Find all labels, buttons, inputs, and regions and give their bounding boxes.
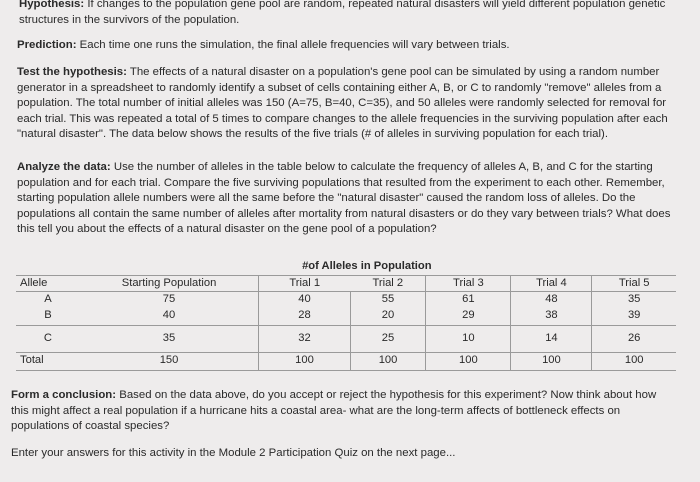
cell-total-trial-4: 100	[511, 352, 592, 370]
cell-trial-1: 32	[259, 325, 351, 352]
cell-start: 35	[80, 325, 259, 352]
cell-trial-3: 10	[426, 325, 511, 352]
hypothesis-text: If changes to the population gene pool are random, repeated natural disasters will yield different population genetic structures in the survivors of the population.	[19, 0, 666, 26]
table-header-trial-4: Trial 4	[511, 275, 592, 292]
table-row	[16, 308, 676, 326]
cell-trial-3: 29	[426, 308, 511, 326]
table-row	[16, 325, 676, 352]
table-header-row	[16, 275, 676, 292]
cell-allele: A	[16, 292, 80, 308]
table-row	[16, 292, 676, 308]
cell-trial-1: 28	[259, 308, 351, 326]
cell-total-trial-1: 100	[259, 352, 351, 370]
cell-trial-5: 39	[592, 308, 676, 326]
cell-total-start: 150	[80, 352, 259, 370]
cell-total-trial-2: 100	[350, 352, 426, 370]
table-header-trial-2: Trial 2	[372, 276, 404, 289]
cell-allele: C	[16, 325, 80, 352]
table-header-allele: Allele	[20, 276, 48, 289]
cell-trial-3: 61	[426, 292, 511, 308]
cell-trial-2: 25	[350, 325, 426, 352]
cell-total-label: Total	[16, 352, 80, 370]
hypothesis-label: Hypothesis:	[19, 0, 85, 10]
analyze-text: Use the number of alleles in the table below to calculate the frequency of alleles A, B, and C for the starting population and for each trial. Compare the five surviving populations that resulted from the experiment to each other. Remember, starting population allele numbers were all the same before the "natural disaster" caused the random loss of alleles. Do the populations all contain the same number of alleles after mortality from natural disasters or do they vary between trials? What does this tell you about the effects of a natural disaster on the gene pool of a population?	[17, 161, 671, 236]
conclusion-text: Based on the data above, do you accept or reject the hypothesis for this experiment? Now think about how this might affect a real population if a hurricane hits a coastal area- what are the long-term affects of bottleneck effects on populations of coastal species?	[11, 389, 657, 433]
prediction-paragraph	[17, 38, 677, 54]
cell-trial-4: 48	[511, 292, 592, 308]
analyze-paragraph	[17, 160, 677, 238]
table-group-header: #of Alleles in Population	[259, 259, 511, 275]
cell-total-trial-3: 100	[426, 352, 511, 370]
test-hypothesis-label: Test the hypothesis:	[17, 66, 127, 78]
cell-trial-4: 14	[511, 325, 592, 352]
table-group-header-row	[16, 259, 676, 275]
cell-total-trial-5: 100	[592, 352, 676, 370]
table-header-trial-5: Trial 5	[592, 275, 676, 292]
table-header-trial-1: Trial 1	[259, 275, 351, 292]
cell-trial-5: 35	[592, 292, 676, 308]
hypothesis-paragraph	[19, 0, 683, 28]
analyze-label: Analyze the data:	[17, 161, 111, 173]
instructions-footer: Enter your answers for this activity in the Module 2 Participation Quiz on the next page...	[11, 447, 456, 459]
conclusion-label: Form a conclusion:	[11, 389, 117, 401]
table-total-row	[16, 352, 676, 370]
cell-trial-2: 20	[350, 308, 426, 326]
conclusion-paragraph	[11, 388, 677, 435]
cell-trial-1: 40	[259, 292, 351, 308]
table-header-start: Starting Population	[121, 276, 217, 289]
allele-table	[16, 259, 676, 371]
prediction-text: Each time one runs the simulation, the final allele frequencies will vary between trials.	[76, 39, 510, 51]
cell-trial-5: 26	[592, 325, 676, 352]
cell-start: 40	[80, 308, 259, 326]
table-header-trial-3: Trial 3	[426, 275, 511, 292]
cell-allele: B	[16, 308, 80, 326]
prediction-label: Prediction:	[17, 39, 77, 51]
cell-trial-2: 55	[350, 292, 426, 308]
test-hypothesis-paragraph	[17, 65, 677, 143]
cell-start: 75	[80, 292, 259, 308]
test-hypothesis-text: The effects of a natural disaster on a population's gene pool can be simulated by using a random number generator in a spreadsheet to randomly identify a subset of cells containing either A, B, or C to randomly "remove" alleles from a population. The total number of initial alleles was 150 (A=75, B=40, C=35), and 50 alleles were randomly selected for removal for each trial. This was repeated a total of 5 times to compare changes to the allele frequencies in the surviving population after each "natural disaster". The data below shows the results of the five trials (# of alleles in surviving population for each trial).	[17, 66, 668, 141]
cell-trial-4: 38	[511, 308, 592, 326]
